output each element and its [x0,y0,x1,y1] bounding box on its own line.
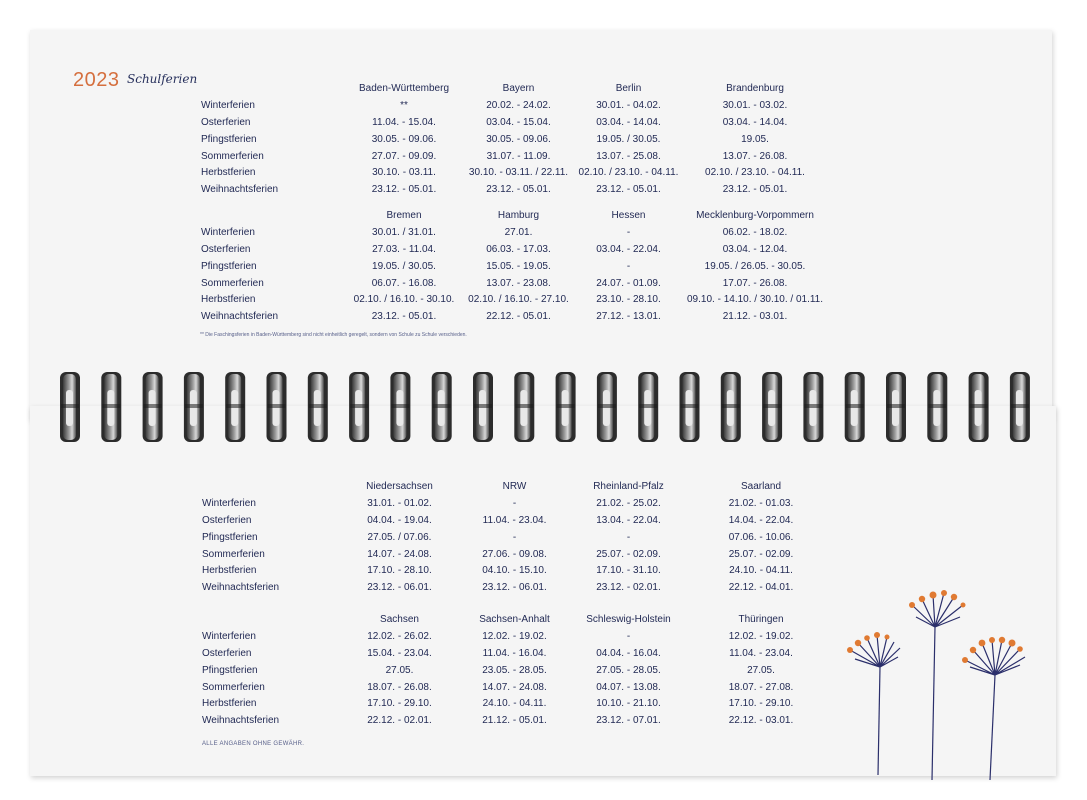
table-row [202,563,831,580]
table-row [202,663,831,680]
date-cell: 06.02. - 18.02. [722,227,788,239]
holiday-label: Pfingstferien [202,531,258,543]
holiday-label: Osterferien [202,515,252,527]
binding-ring [886,372,906,442]
holiday-label: Weihnachtsferien [201,310,279,322]
date-cell: 23.12. - 06.01. [482,581,547,593]
date-cell: 09.10. - 14.10. / 30.10. / 01.11. [687,294,824,306]
date-cell: 31.07. - 11.09. [486,150,551,162]
date-cell: - [512,531,517,543]
binding-ring [432,372,452,442]
date-cell: 30.05. - 09.06. [486,133,551,145]
date-cell: 30.01. / 31.01. [372,227,436,239]
spiral-binding [0,360,1087,450]
table-row [201,292,823,309]
state-header: Schleswig-Holstein [586,614,671,625]
date-cell: 03.04. - 14.04. [596,117,661,129]
date-cell: 31.01. - 01.02. [367,498,432,510]
date-cell: 15.05. - 19.05. [486,260,551,272]
page-title-script: Schulferien [127,72,198,86]
date-cell: 19.05. / 26.05. - 30.05. [704,260,806,272]
date-cell: 07.06. - 10.06. [728,531,794,543]
date-cell: 27.05. - 28.05. [596,664,661,676]
binding-ring [638,372,658,442]
binding-ring [143,372,163,442]
table-header-row [201,208,823,225]
date-cell: - [626,227,631,239]
table-row [202,629,831,646]
date-cell: 30.10. - 03.11. [372,167,436,179]
binding-ring [969,372,989,442]
date-cell: 19.05. [741,133,769,145]
holiday-table-bottom-2 [202,612,831,730]
holiday-label: Herbstferien [202,698,257,710]
date-cell: 21.02. - 25.02. [596,498,661,510]
date-cell: 24.07. - 01.09. [596,277,661,289]
binding-ring [60,372,80,442]
state-header: Sachsen [380,614,419,625]
holiday-table-top-1 [201,81,823,199]
date-cell: 15.04. - 23.04. [367,648,432,660]
date-cell: 20.02. - 24.02. [486,100,551,112]
holiday-table-top-2 [201,208,823,326]
holiday-label: Weihnachtsferien [201,183,279,195]
date-cell: 04.07. - 13.08. [596,681,661,693]
holiday-label: Herbstferien [201,294,256,306]
state-header: Bayern [502,83,535,94]
state-header: Hessen [611,210,646,221]
state-header: Mecklenburg-Vorpommern [696,210,814,221]
state-header: NRW [502,481,527,492]
binding-ring [101,372,121,442]
table-row [202,513,831,530]
table-row [202,696,831,713]
holiday-label: Winterferien [202,631,256,643]
table-row [202,646,831,663]
date-cell: 22.12. - 04.01. [728,581,794,593]
date-cell: 10.10. - 21.10. [596,698,661,710]
table-row [201,309,823,326]
table-row [201,259,823,276]
date-cell: 04.04. - 16.04. [596,648,661,660]
holiday-label: Weihnachtsferien [202,581,280,593]
state-header: Baden-Württemberg [358,83,450,94]
holiday-label: Herbstferien [202,565,257,577]
table-row [202,680,831,697]
table-row [201,225,823,242]
date-cell: 22.12. - 02.01. [367,714,432,726]
date-cell: 13.07. - 26.08. [722,150,788,162]
date-cell: 23.12. - 05.01. [722,183,788,195]
table-row [202,547,831,564]
table-row [201,149,823,166]
date-cell: 04.10. - 15.10. [482,565,547,577]
holiday-label: Osterferien [201,117,251,129]
binding-ring [225,372,245,442]
date-cell: 22.12. - 05.01. [486,310,551,322]
date-cell: 17.10. - 29.10. [728,698,794,710]
state-header: Thüringen [738,614,784,625]
table-row [201,276,823,293]
date-cell: 03.04. - 15.04. [486,117,551,129]
date-cell: - [626,260,631,272]
binding-ring [680,372,700,442]
binding-ring [556,372,576,442]
date-cell: 25.07. - 02.09. [728,548,794,560]
date-cell: 24.10. - 04.11. [482,698,547,710]
date-cell: 21.12. - 05.01. [482,714,547,726]
holiday-label: Winterferien [202,498,256,510]
date-cell: 12.02. - 19.02. [482,631,547,643]
date-cell: 17.10. - 28.10. [367,565,432,577]
holiday-label: Osterferien [202,648,252,660]
date-cell: 23.10. - 28.10. [596,294,661,306]
date-cell: 30.01. - 04.02. [596,100,661,112]
date-cell: - [626,631,631,643]
table-header-row [202,612,831,629]
binding-ring [473,372,493,442]
date-cell: 18.07. - 27.08. [728,681,794,693]
date-cell: 17.10. - 31.10. [596,565,661,577]
state-header: Bremen [386,210,422,221]
state-header: Niedersachsen [366,481,433,492]
table-header-row [202,479,831,496]
date-cell: 13.07. - 25.08. [596,150,661,162]
holiday-label: Pfingstferien [201,260,257,272]
date-cell: 11.04. - 23.04. [482,515,547,527]
date-cell: 03.04. - 22.04. [596,244,661,256]
binding-ring [184,372,204,442]
binding-ring [390,372,410,442]
date-cell: 13.07. - 23.08. [486,277,551,289]
state-header: Hamburg [497,210,540,221]
date-cell: 23.12. - 06.01. [367,581,432,593]
holiday-label: Sommerferien [202,548,265,560]
binding-ring [349,372,369,442]
holiday-label: Weihnachtsferien [202,714,280,726]
binding-ring [308,372,328,442]
holiday-label: Winterferien [201,227,255,239]
binding-ring [927,372,947,442]
date-cell: 11.04. - 15.04. [372,117,436,129]
holiday-label: Pfingstferien [201,133,257,145]
table-row [201,242,823,259]
holiday-label: Sommerferien [202,681,265,693]
date-cell: 06.03. - 17.03. [486,244,551,256]
date-cell: 17.07. - 26.08. [722,277,788,289]
table-row [202,580,831,597]
date-cell: 03.04. - 14.04. [722,117,788,129]
date-cell: 02.10. / 23.10. - 04.11. [578,167,679,179]
holiday-label: Pfingstferien [202,664,258,676]
date-cell: 27.05. [747,664,775,676]
table-row [201,98,823,115]
dandelion-illustration [830,575,1030,780]
table-row [201,182,823,199]
date-cell: 30.01. - 03.02. [722,100,788,112]
binding-ring [514,372,534,442]
holiday-label: Sommerferien [201,150,264,162]
state-header: Brandenburg [726,83,784,94]
date-cell: 11.04. - 16.04. [482,648,547,660]
date-cell: 23.12. - 05.01. [371,310,437,322]
state-header: Saarland [740,481,782,492]
date-cell: 04.04. - 19.04. [367,515,432,527]
date-cell: 27.12. - 13.01. [596,310,661,322]
date-cell: 06.07. - 16.08. [371,277,437,289]
holiday-label: Winterferien [201,100,255,112]
holiday-label: Osterferien [201,244,251,256]
date-cell: 19.05. / 30.05. [596,133,661,145]
table-row [201,165,823,182]
table-row [201,115,823,132]
year-heading: 2023 [73,69,120,91]
holiday-label: Herbstferien [201,167,256,179]
date-cell: 14.07. - 24.08. [367,548,432,560]
date-cell: 23.12. - 05.01. [596,183,661,195]
date-cell: 27.05. / 07.06. [367,531,432,543]
binding-ring [721,372,741,442]
date-cell: 02.10. / 23.10. - 04.11. [705,167,805,179]
date-cell: 30.10. - 03.11. / 22.11. [468,167,569,179]
date-cell: 27.05. [385,664,414,676]
state-header: Rheinland-Pfalz [593,481,664,492]
binding-ring [845,372,865,442]
date-cell: 21.12. - 03.01. [722,310,788,322]
date-cell: 25.07. - 02.09. [596,548,661,560]
table-row [202,713,831,730]
table-row [201,132,823,149]
date-cell: 23.12. - 02.01. [596,581,661,593]
date-cell: 17.10. - 29.10. [367,698,432,710]
table-row [202,530,831,547]
date-cell: 14.07. - 24.08. [482,681,547,693]
date-cell: 14.04. - 22.04. [728,515,794,527]
date-cell: 02.10. / 16.10. - 27.10. [468,294,569,306]
date-cell: 12.02. - 26.02. [367,631,432,643]
binding-ring [597,372,617,442]
holiday-table-bottom-1 [202,479,831,597]
date-cell: 12.02. - 19.02. [728,631,794,643]
date-cell: 03.04. - 12.04. [722,244,788,256]
date-cell: 11.04. - 23.04. [729,648,793,660]
date-cell: 30.05. - 09.06. [371,133,437,145]
date-cell: 21.02. - 01.03. [728,498,794,510]
date-cell: 27.03. - 11.04. [372,244,436,256]
date-cell: 23.12. - 05.01. [486,183,551,195]
date-cell: 24.10. - 04.11. [729,565,793,577]
disclaimer: ALLE ANGABEN OHNE GEWÄHR. [202,741,305,747]
footnote: ** Die Faschingsferien in Baden-Württemberg sind nicht einheitlich geregelt, sondern von Schule zu Schule verschieden. [200,332,467,338]
date-cell: ** [400,100,408,112]
date-cell: 19.05. / 30.05. [372,260,436,272]
date-cell: 23.12. - 05.01. [371,183,437,195]
binding-ring [267,372,287,442]
date-cell: 27.06. - 09.08. [482,548,547,560]
state-header: Sachsen-Anhalt [479,614,550,625]
date-cell: 02.10. / 16.10. - 30.10. [353,294,455,306]
date-cell: 23.12. - 07.01. [596,714,661,726]
holiday-label: Sommerferien [201,277,264,289]
state-header: Berlin [615,83,642,94]
date-cell: 13.04. - 22.04. [596,515,661,527]
date-cell: 27.07. - 09.09. [371,150,437,162]
date-cell: - [626,531,631,543]
date-cell: - [512,498,517,510]
binding-ring [803,372,823,442]
binding-ring [762,372,782,442]
table-row [202,496,831,513]
table-header-row [201,81,823,98]
date-cell: 23.05. - 28.05. [482,664,547,676]
binding-ring [1010,372,1030,442]
date-cell: 27.01. [504,227,533,239]
date-cell: 22.12. - 03.01. [728,714,794,726]
date-cell: 18.07. - 26.08. [367,681,432,693]
